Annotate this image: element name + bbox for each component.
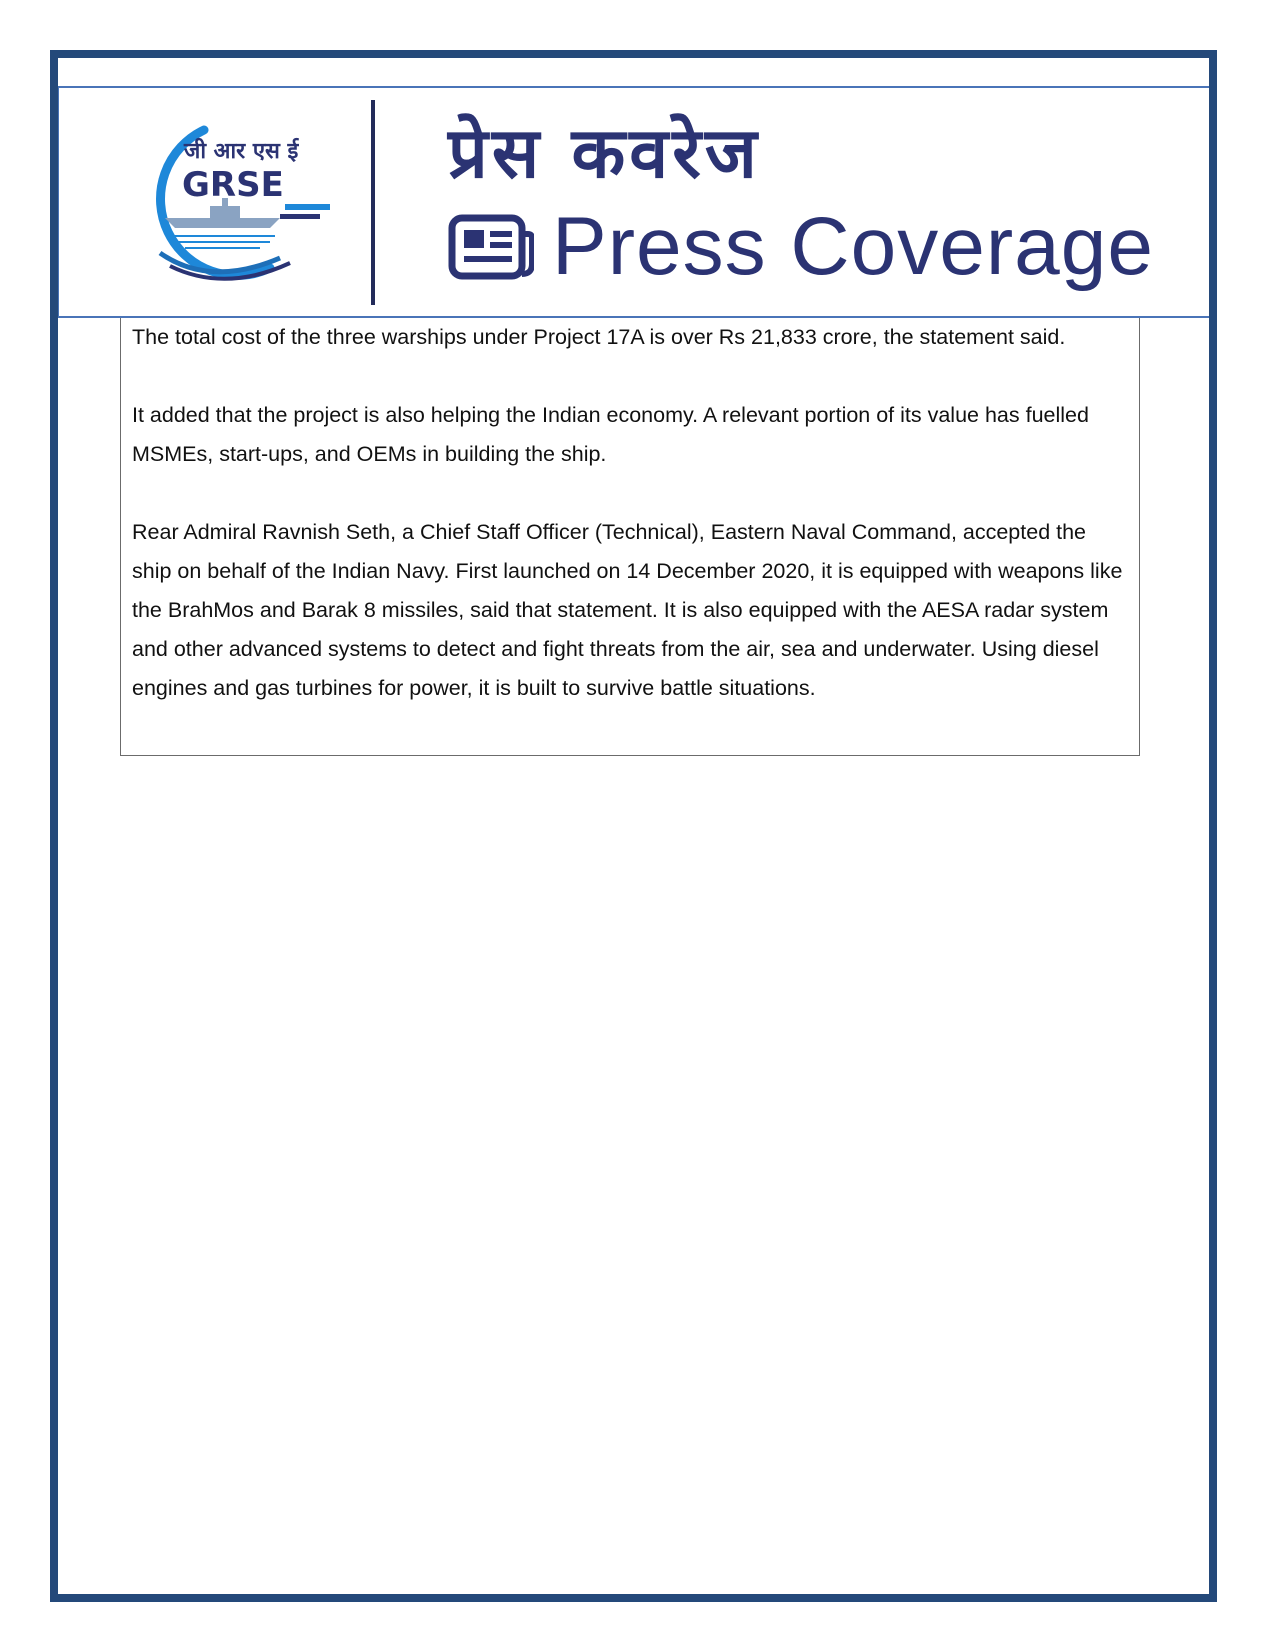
logo-grse-text: GRSE [182, 165, 284, 205]
header-divider [371, 100, 375, 305]
article-body [120, 318, 1140, 756]
logo-hindi-text: जी आर एस ई [184, 139, 299, 164]
newspaper-icon [448, 214, 534, 280]
article-paragraph: Rear Admiral Ravnish Seth, a Chief Staff Officer (Technical), Eastern Naval Command, accepted the ship on behalf of the Indian Navy. First launched on 14 December 2020, it is equipped with weapons like the BrahMos and Barak 8 missiles, said that statement. It is also equipped with the AESA radar system and other advanced systems to detect and fight threats from the air, sea and underwater. Using diesel engines and gas turbines for power, it is built to survive battle situations. [132, 520, 1123, 700]
title-hindi: प्रेस कवरेज [448, 112, 761, 194]
article-paragraph: The total cost of the three warships under Project 17A is over Rs 21,833 crore, the statement said. [132, 325, 1066, 349]
article-paragraph: It added that the project is also helping the Indian economy. A relevant portion of its value has fuelled MSMEs, start-ups, and OEMs in building the ship. [132, 403, 1089, 466]
title-english: Press Coverage [552, 201, 1154, 292]
grse-logo [130, 118, 360, 288]
